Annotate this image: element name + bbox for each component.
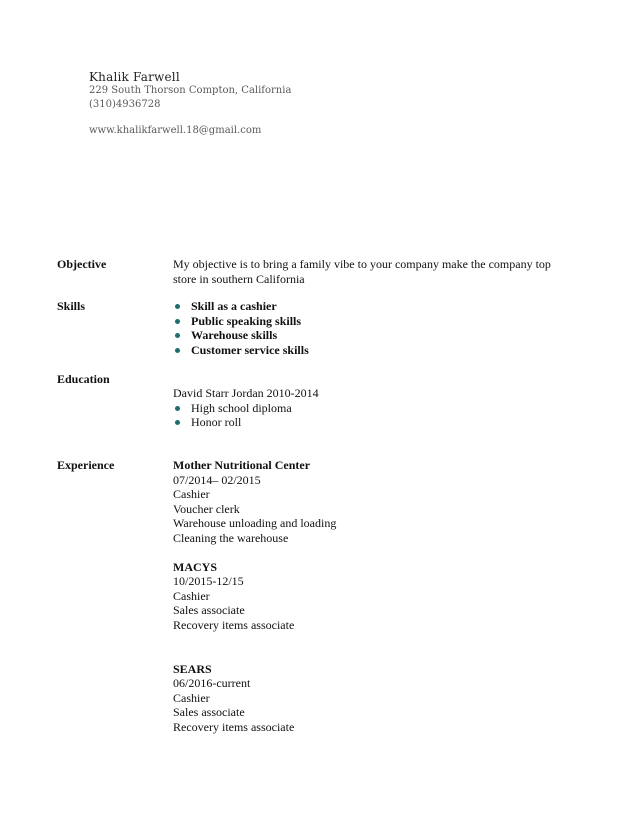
job-dates: 10/2015-12/15 [173, 574, 244, 589]
objective-label: Objective [57, 257, 107, 271]
list-item: Skill as a cashier [173, 299, 573, 314]
job-duty: Sales associate [173, 603, 245, 618]
skills-list [173, 299, 573, 357]
applicant-name: Khalik Farwell [89, 70, 180, 84]
job-dates: 07/2014– 02/2015 [173, 472, 261, 487]
job-duty: Cleaning the warehouse [173, 530, 289, 545]
company-name: SEARS [173, 661, 212, 676]
school: David Starr Jordan 2010-2014 [173, 386, 319, 400]
job-duty: Warehouse unloading and loading [173, 516, 337, 531]
phone: (310)4936728 [89, 99, 161, 110]
education-list [173, 401, 573, 430]
spacer [173, 647, 573, 662]
job-duty: Cashier [173, 690, 210, 705]
job-entry [173, 662, 573, 735]
job-entry [173, 560, 573, 633]
skills-content [173, 299, 573, 357]
job-duty: Recovery items associate [173, 617, 295, 632]
job-duty: Sales associate [173, 705, 245, 720]
email: www.khalikfarwell.18@gmail.com [89, 125, 262, 136]
list-item: Honor roll [173, 415, 573, 430]
list-item: Customer service skills [173, 343, 573, 358]
job-duty: Cashier [173, 588, 210, 603]
job-duty: Recovery items associate [173, 719, 295, 734]
education-content [173, 386, 573, 430]
list-item: High school diploma [173, 401, 573, 416]
objective-text: My objective is to bring a family vibe to your company make the company top store in southern California [173, 257, 551, 286]
job-dates: 06/2016-current [173, 676, 251, 691]
contact-header [89, 70, 291, 138]
address: 229 South Thorson Compton, California [89, 85, 292, 96]
list-item: Warehouse skills [173, 328, 573, 343]
job-duty: Voucher clerk [173, 501, 240, 516]
job-duty: Cashier [173, 487, 210, 502]
job-entry [173, 458, 573, 546]
company-name: Mother Nutritional Center [173, 458, 311, 472]
skills-label: Skills [57, 299, 86, 313]
experience-label: Experience [57, 458, 115, 472]
list-item: Public speaking skills [173, 314, 573, 329]
experience-content [173, 458, 573, 749]
education-label: Education [57, 372, 110, 386]
company-name: MACYS [173, 559, 217, 574]
